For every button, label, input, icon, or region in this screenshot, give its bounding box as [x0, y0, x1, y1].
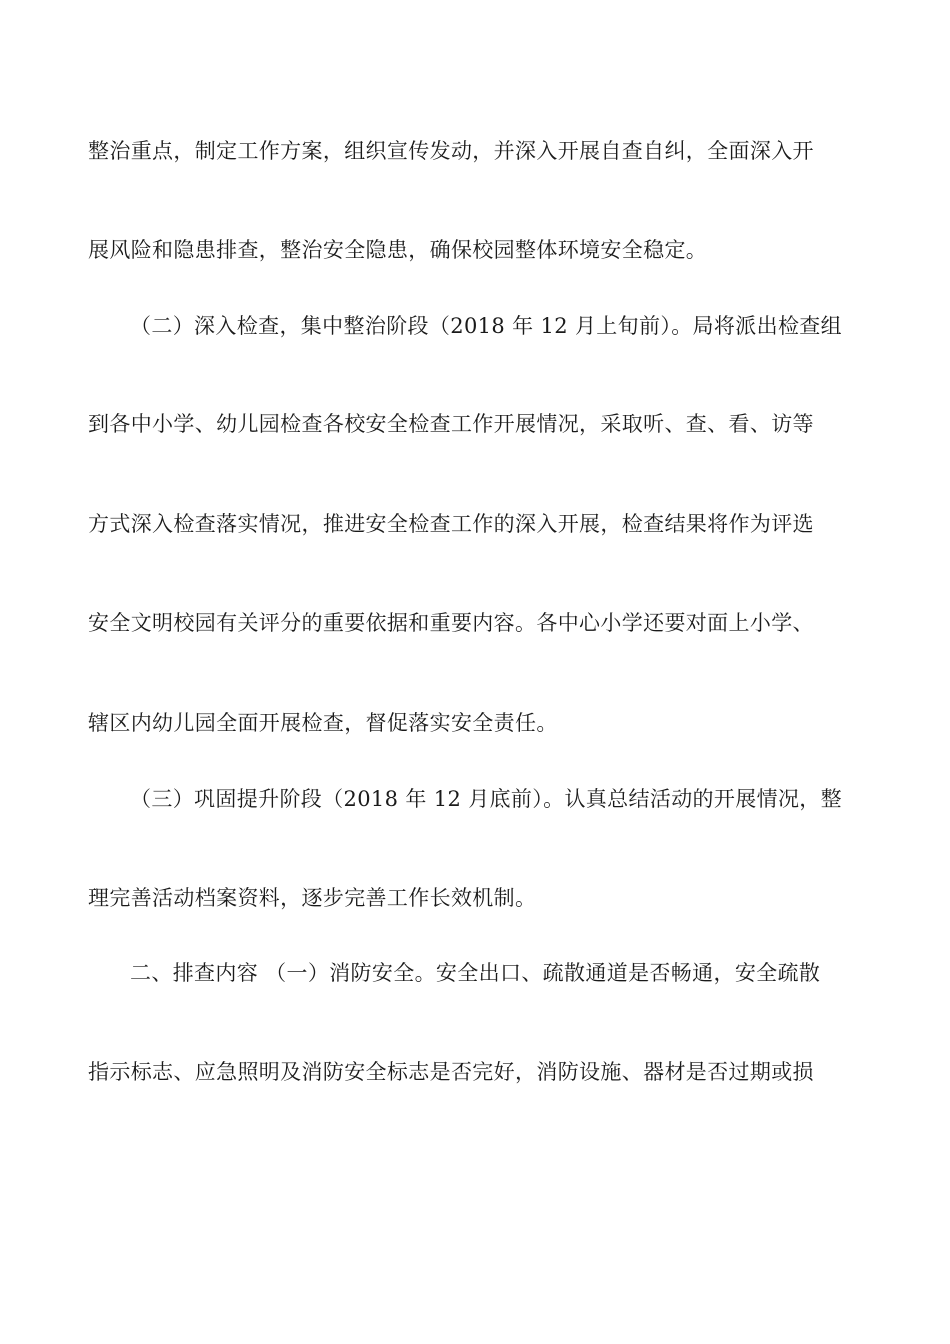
paragraph-line: 安全文明校园有关评分的重要依据和重要内容。各中心小学还要对面上小学、 [88, 611, 814, 635]
paragraph-line: 二、排查内容 （一）消防安全。安全出口、疏散通道是否畅通，安全疏散 [130, 961, 821, 985]
paragraph-line: 展风险和隐患排查，整治安全隐患，确保校园整体环境安全稳定。 [88, 238, 708, 262]
paragraph-line: 指示标志、应急照明及消防安全标志是否完好，消防设施、器材是否过期或损 [88, 1060, 814, 1084]
paragraph-line: （二）深入检查，集中整治阶段（2018 年 12 月上旬前）。局将派出检查组 [130, 314, 842, 338]
paragraph-line: 辖区内幼儿园全面开展检查，督促落实安全责任。 [88, 711, 558, 735]
paragraph-line: 方式深入检查落实情况，推进安全检查工作的深入开展，检查结果将作为评选 [88, 512, 814, 536]
paragraph-line: （三）巩固提升阶段（2018 年 12 月底前）。认真总结活动的开展情况，整 [130, 787, 842, 811]
paragraph-line: 理完善活动档案资料，逐步完善工作长效机制。 [88, 886, 537, 910]
paragraph-line: 到各中小学、幼儿园检查各校安全检查工作开展情况，采取听、查、看、访等 [88, 412, 814, 436]
paragraph-line: 整治重点，制定工作方案，组织宣传发动，并深入开展自查自纠，全面深入开 [88, 139, 814, 163]
